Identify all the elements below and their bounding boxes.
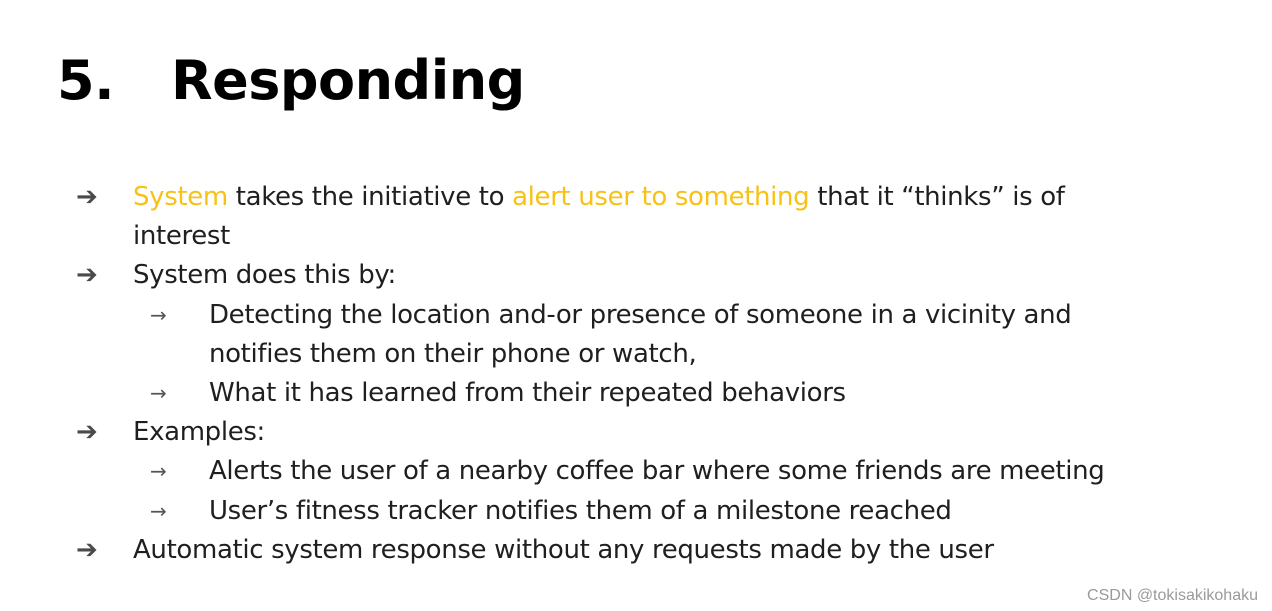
sub-bullet-coffee-bar [0,452,1272,491]
arrow-bullet-icon: ➔ [76,260,98,291]
bullet-item-does-this-by [0,256,1272,295]
bullet-item-automatic-response [0,531,1272,570]
bullet-item-initiative [0,178,1272,217]
bullet-list [0,178,1272,570]
arrow-bullet-icon: ➔ [76,417,98,448]
small-arrow-bullet-icon: → [150,302,167,327]
slide-title [57,48,525,114]
arrow-bullet-icon: ➔ [76,182,98,212]
small-arrow-bullet-icon: → [150,381,167,406]
sub-bullet-text: Alerts the user of a nearby coffee bar where some friends are meeting [209,456,1105,487]
highlight-alert: alert user to something [512,182,810,212]
sub-bullet-continuation [0,335,1272,374]
sub-bullet-fitness-tracker [0,492,1272,531]
bullet-text: interest [133,221,230,252]
bullet-text: that it “thinks” is of [809,182,1065,212]
sub-bullet-text: notifies them on their phone or watch, [209,338,697,369]
arrow-bullet-icon: ➔ [76,534,98,565]
bullet-item-examples [0,413,1272,452]
slide-number: 5. [57,49,115,112]
slide-title-text: Responding [171,49,525,112]
bullet-text: takes the initiative to [227,182,513,212]
bullet-continuation [0,217,1272,256]
sub-bullet-text: User’s fitness tracker notifies them of a milestone reached [209,495,952,526]
small-arrow-bullet-icon: → [150,498,167,523]
small-arrow-bullet-icon: → [150,459,167,484]
highlight-system: System [133,182,228,212]
bullet-text: Examples: [133,417,265,448]
bullet-text: Automatic system response without any requests made by the user [133,534,994,565]
sub-bullet-text: What it has learned from their repeated behaviors [209,378,846,409]
sub-bullet-learned [0,374,1272,413]
bullet-text: System does this by: [133,260,396,291]
sub-bullet-text: Detecting the location and-or presence of someone in a vicinity and [209,299,1072,330]
sub-bullet-detecting [0,296,1272,335]
watermark: CSDN @tokisakikohaku [1087,587,1258,604]
